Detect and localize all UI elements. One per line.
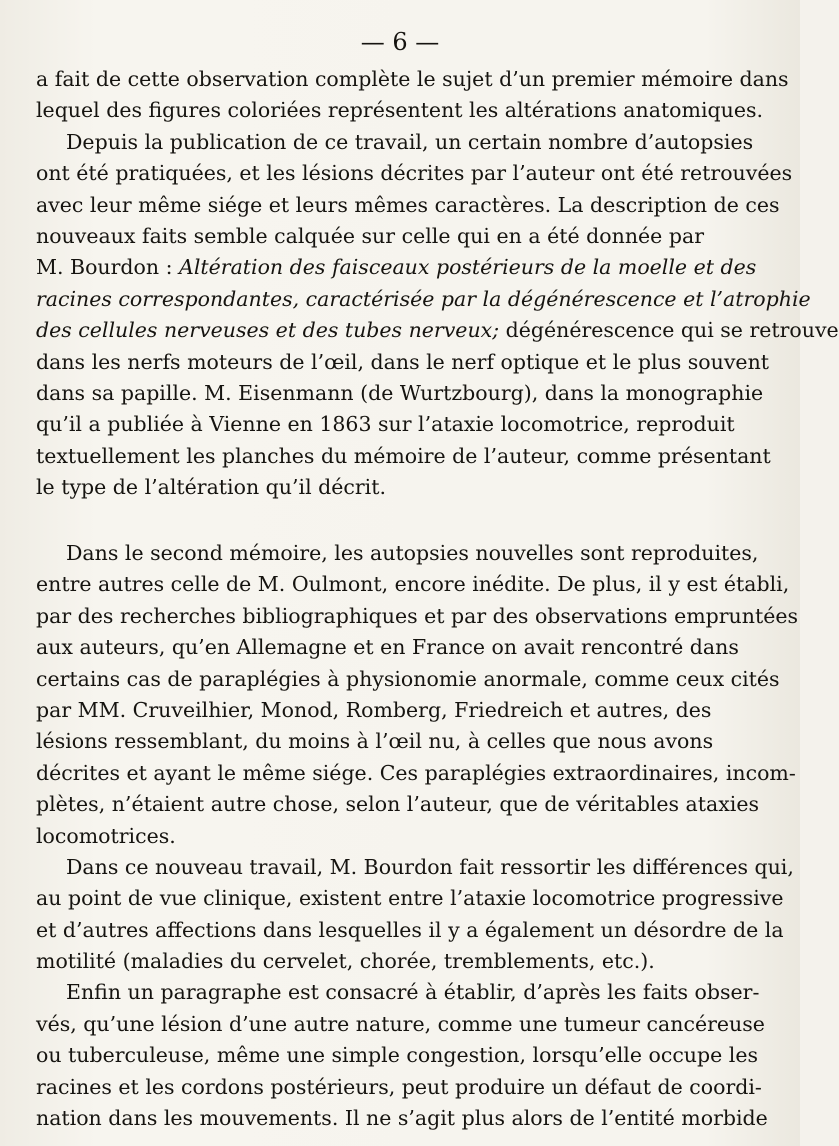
text-line: au point de vue clinique, existent entre l’ataxie locomotrice progressive [36,886,784,911]
text-line [36,315,839,346]
text-line [36,284,811,315]
text-block-1 [36,64,839,503]
italic-span: Altération des faisceaux postérieurs de la moelle et des [179,255,757,280]
text-line: ont été pratiquées, et les lésions décrites par l’auteur ont été retrouvées [36,161,793,186]
text-line: le type de l’altération qu’il décrit. [36,475,386,500]
text-line: Dans ce nouveau travail, M. Bourdon fait ressortir les différences qui, [66,854,794,879]
text-line: vés, qu’une lésion d’une autre nature, comme une tumeur cancéreuse [36,1011,765,1036]
text-line: avec leur même siége et leurs mêmes caractères. La description de ces [36,192,780,217]
text-block-2 [36,538,798,1134]
text-line: lésions ressemblant, du moins à l’œil nu, à celles que nous avons [36,729,714,754]
text-line: aux auteurs, qu’en Allemagne et en France on avait rencontré dans [36,635,739,660]
text-line: décrites et ayant le même siége. Ces paraplégies extraordinaires, incom- [36,760,796,785]
text-span: dégénérescence qui se retrouve [499,318,839,343]
text-span: M. Bourdon : [36,255,180,280]
text-line: motilité (maladies du cervelet, chorée, tremblements, etc.). [36,949,655,974]
text-line: entre autres celle de M. Oulmont, encore inédite. De plus, il y est établi, [36,572,790,597]
page-number: — 6 — [360,28,440,56]
text-line: textuellement les planches du mémoire de l’auteur, comme présentant [36,443,771,468]
text-line: ou tuberculeuse, même une simple congestion, lorsqu’elle occupe les [36,1043,758,1068]
text-line: lequel des figures coloriées représentent les altérations anatomiques. [36,98,764,123]
text-line: a fait de cette observation complète le sujet d’un premier mémoire dans [36,67,789,91]
text-line: par MM. Cruveilhier, Monod, Romberg, Friedreich et autres, des [36,697,712,722]
text-line: certains cas de paraplégies à physionomie anormale, comme ceux cités [36,666,780,691]
text-line: nouveaux faits semble calquée sur celle qui en a été donnée par [36,223,704,248]
text-line [36,252,757,283]
text-line: dans sa papille. M. Eisenmann (de Wurtzbourg), dans la monographie [36,380,764,405]
text-line: et d’autres affections dans lesquelles il y a également un désordre de la [36,917,784,942]
text-line: dans les nerfs moteurs de l’œil, dans le nerf optique et le plus souvent [36,349,770,374]
text-line: Depuis la publication de ce travail, un certain nombre d’autopsies [66,129,754,154]
text-line: Dans le second mémoire, les autopsies nouvelles sont reproduites, [66,541,759,565]
text-line: par des recherches bibliographiques et par des observations empruntées [36,603,798,628]
italic-span: des cellules nerveuses et des tubes nerveux; [36,318,500,343]
text-line: qu’il a publiée à Vienne en 1863 sur l’ataxie locomotrice, reproduit [36,412,735,437]
text-line: plètes, n’étaient autre chose, selon l’auteur, que de véritables ataxies [36,792,760,817]
text-line: racines et les cordons postérieurs, peut produire un défaut de coordi- [36,1074,762,1099]
text-line: Enfin un paragraphe est consacré à établir, d’après les faits obser- [66,980,760,1005]
text-line: locomotrices. [36,823,176,848]
text-line: nation dans les mouvements. Il ne s’agit plus alors de l’entité morbide [36,1106,768,1131]
italic-span: racines correspondantes, caractérisée par la dégénérescence et l’atrophie [36,286,811,311]
